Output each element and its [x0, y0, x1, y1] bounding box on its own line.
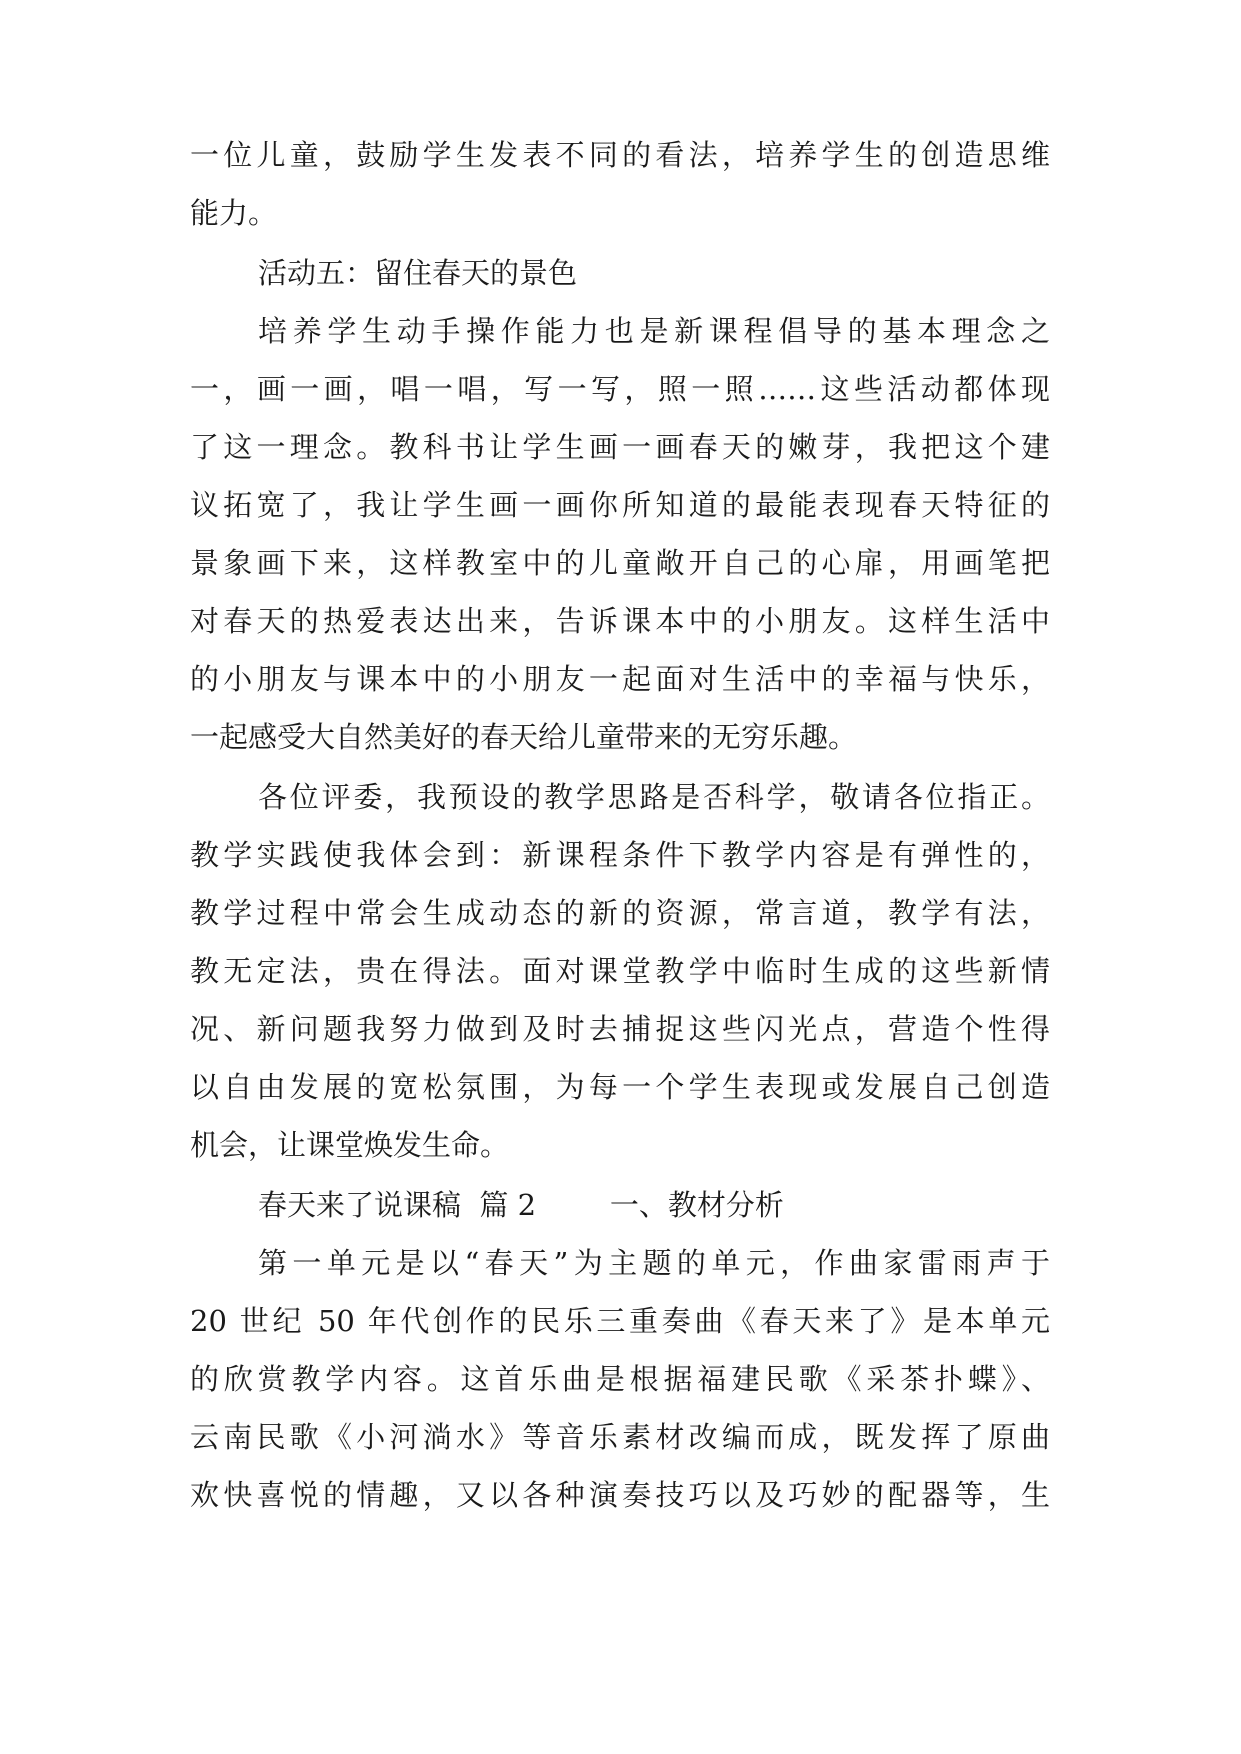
- text-line: 教学过程中常会生成动态的新的资源，常言道，教学有法，: [190, 896, 1050, 930]
- text-line: 的小朋友与课本中的小朋友一起面对生活中的幸福与快乐，: [190, 662, 1050, 696]
- text-line: 一，画一画，唱一唱，写一写，照一照……这些活动都体现: [190, 372, 1050, 406]
- text-line: 教无定法，贵在得法。面对课堂教学中临时生成的这些新情: [190, 954, 1050, 988]
- section-heading: 活动五：留住春天的景色: [258, 256, 578, 290]
- text-line: 机会，让课堂焕发生命。: [190, 1128, 510, 1162]
- text-line: 第一单元是以“春天”为主题的单元，作曲家雷雨声于: [258, 1246, 1050, 1280]
- text-line: 教学实践使我体会到：新课程条件下教学内容是有弹性的，: [190, 838, 1050, 872]
- text-line: 一位儿童，鼓励学生发表不同的看法，培养学生的创造思维: [190, 138, 1050, 172]
- text-line: 欢快喜悦的情趣，又以各种演奏技巧以及巧妙的配器等，生: [190, 1478, 1050, 1512]
- text-line: 20 世纪 50 年代创作的民乐三重奏曲《春天来了》是本单元: [190, 1304, 1050, 1338]
- text-line: 议拓宽了，我让学生画一画你所知道的最能表现春天特征的: [190, 488, 1050, 522]
- text-line: 各位评委，我预设的教学思路是否科学，敬请各位指正。: [258, 780, 1050, 814]
- text-line: 一起感受大自然美好的春天给儿童带来的无穷乐趣。: [190, 720, 858, 754]
- text-line: 以自由发展的宽松氛围，为每一个学生表现或发展自己创造: [190, 1070, 1050, 1104]
- text-line: 云南民歌《小河淌水》等音乐素材改编而成，既发挥了原曲: [190, 1420, 1050, 1454]
- text-line: 对春天的热爱表达出来，告诉课本中的小朋友。这样生活中: [190, 604, 1050, 638]
- text-line: 的欣赏教学内容。这首乐曲是根据福建民歌《采茶扑蝶》、: [190, 1362, 1050, 1396]
- text-line: 能力。: [190, 196, 278, 230]
- text-line: 景象画下来，这样教室中的儿童敞开自己的心扉，用画笔把: [190, 546, 1050, 580]
- section-heading: 春天来了说课稿 篇 2 一、教材分析: [258, 1188, 784, 1222]
- text-line: 了这一理念。教科书让学生画一画春天的嫩芽，我把这个建: [190, 430, 1050, 464]
- text-line: 培养学生动手操作能力也是新课程倡导的基本理念之: [258, 314, 1050, 348]
- text-line: 况、新问题我努力做到及时去捕捉这些闪光点，营造个性得: [190, 1012, 1050, 1046]
